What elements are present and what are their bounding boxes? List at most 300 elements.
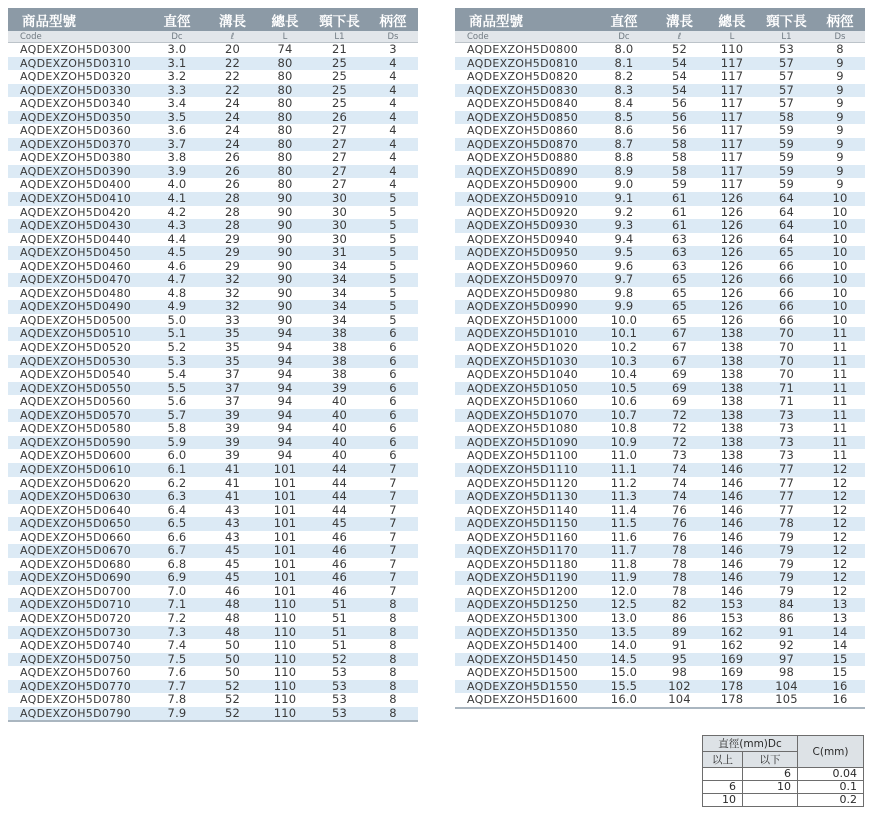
table-row bbox=[8, 585, 418, 599]
diameter-dc: 7.5 bbox=[148, 653, 206, 667]
overall-length: 80 bbox=[259, 165, 311, 179]
product-code: AQDEXZOH5D1170 bbox=[455, 544, 595, 558]
diameter-dc: 11.2 bbox=[610, 476, 638, 490]
table-row bbox=[8, 436, 418, 450]
overall-length: 146 bbox=[720, 503, 744, 517]
table-row bbox=[455, 165, 865, 179]
flute-length: 37 bbox=[224, 395, 241, 409]
diameter-dc: 5.3 bbox=[148, 355, 206, 369]
product-code: AQDEXZOH5D0580 bbox=[20, 422, 132, 436]
shank-diameter: 5 bbox=[389, 232, 397, 246]
overall-length: 110 bbox=[259, 680, 311, 694]
symbol-row bbox=[455, 31, 865, 43]
diameter-dc: 6.0 bbox=[167, 449, 187, 463]
table-row bbox=[8, 246, 418, 260]
overall-length: 117 bbox=[720, 151, 744, 165]
overall-length: 153 bbox=[706, 598, 758, 612]
shank-diameter: 8 bbox=[836, 42, 844, 56]
shank-diameter: 11 bbox=[832, 341, 848, 355]
table-row bbox=[455, 531, 865, 545]
neck-length: 86 bbox=[778, 611, 795, 625]
table-row bbox=[455, 653, 865, 667]
shank-diameter: 4 bbox=[389, 97, 397, 111]
shank-diameter: 14 bbox=[832, 639, 848, 653]
neck-length: 27 bbox=[311, 138, 368, 152]
overall-length: 146 bbox=[720, 530, 744, 544]
product-code: AQDEXZOH5D0340 bbox=[20, 97, 132, 111]
overall-length: 94 bbox=[259, 382, 311, 396]
flute-length: 65 bbox=[671, 313, 688, 327]
table-row bbox=[455, 219, 865, 233]
shank-diameter: 8 bbox=[368, 626, 418, 640]
product-code: AQDEXZOH5D0830 bbox=[455, 84, 595, 98]
flute-length: 72 bbox=[671, 422, 688, 436]
neck-length: 70 bbox=[758, 327, 815, 341]
col-header-shank-diameter: 柄徑 bbox=[368, 8, 418, 31]
product-code: AQDEXZOH5D1060 bbox=[467, 395, 579, 409]
table-row bbox=[455, 300, 865, 314]
table-row bbox=[8, 666, 418, 680]
neck-length: 34 bbox=[311, 273, 368, 287]
flute-length: 67 bbox=[653, 355, 706, 369]
spec-table-left bbox=[8, 8, 418, 722]
overall-length: 138 bbox=[706, 355, 758, 369]
product-code: AQDEXZOH5D0760 bbox=[20, 666, 132, 680]
flute-length: 52 bbox=[671, 42, 688, 56]
diameter-dc: 5.2 bbox=[167, 341, 187, 355]
product-code: AQDEXZOH5D1300 bbox=[467, 611, 579, 625]
flute-length: 52 bbox=[224, 693, 241, 707]
diameter-dc: 5.0 bbox=[167, 313, 187, 327]
diameter-dc: 9.9 bbox=[595, 300, 653, 314]
product-code: AQDEXZOH5D0700 bbox=[20, 584, 132, 598]
tolerance-c: 0.04 bbox=[798, 768, 864, 781]
flute-length: 33 bbox=[224, 313, 241, 327]
shank-diameter: 11 bbox=[815, 355, 865, 369]
overall-length: 126 bbox=[720, 286, 744, 300]
flute-length: 26 bbox=[224, 151, 241, 165]
tolerance-min: 6 bbox=[703, 781, 743, 794]
header-row bbox=[455, 8, 865, 31]
neck-length: 58 bbox=[758, 111, 815, 125]
overall-length: 146 bbox=[720, 584, 744, 598]
flute-length: 54 bbox=[653, 84, 706, 98]
diameter-dc: 9.0 bbox=[614, 178, 634, 192]
overall-length: 117 bbox=[720, 124, 744, 138]
diameter-dc: 8.3 bbox=[595, 84, 653, 98]
diameter-dc: 10.4 bbox=[610, 368, 638, 382]
table-row bbox=[455, 124, 865, 138]
neck-length: 44 bbox=[331, 476, 348, 490]
col-header-neck-length: 頸下長 bbox=[311, 8, 368, 31]
overall-length: 80 bbox=[259, 57, 311, 71]
diameter-dc: 5.8 bbox=[167, 422, 187, 436]
product-code: AQDEXZOH5D0480 bbox=[20, 286, 132, 300]
neck-length: 40 bbox=[331, 422, 348, 436]
overall-length: 178 bbox=[706, 693, 758, 708]
table-row bbox=[455, 490, 865, 504]
col-header-code: 商品型號 bbox=[455, 8, 595, 31]
product-code: AQDEXZOH5D0490 bbox=[8, 300, 148, 314]
diameter-dc: 8.1 bbox=[595, 57, 653, 71]
shank-diameter: 15 bbox=[832, 666, 848, 680]
shank-diameter: 5 bbox=[389, 205, 397, 219]
product-code: AQDEXZOH5D0720 bbox=[20, 611, 132, 625]
flute-length: 28 bbox=[206, 192, 259, 206]
flute-length: 26 bbox=[224, 178, 241, 192]
neck-length: 66 bbox=[778, 259, 795, 273]
shank-diameter: 6 bbox=[368, 327, 418, 341]
table-row bbox=[8, 626, 418, 640]
neck-length: 79 bbox=[758, 544, 815, 558]
overall-length: 101 bbox=[273, 557, 297, 571]
diameter-dc: 4.7 bbox=[148, 273, 206, 287]
flute-length: 86 bbox=[671, 611, 688, 625]
product-code: AQDEXZOH5D0370 bbox=[8, 138, 148, 152]
diameter-dc: 6.8 bbox=[167, 557, 187, 571]
diameter-dc: 6.5 bbox=[148, 517, 206, 531]
product-code: AQDEXZOH5D0960 bbox=[467, 259, 579, 273]
table-row bbox=[8, 260, 418, 274]
neck-length: 64 bbox=[778, 232, 795, 246]
shank-diameter: 8 bbox=[389, 693, 397, 707]
neck-length: 53 bbox=[778, 42, 795, 56]
overall-length: 138 bbox=[706, 327, 758, 341]
overall-length: 126 bbox=[720, 232, 744, 246]
shank-diameter: 11 bbox=[832, 368, 848, 382]
shank-diameter: 16 bbox=[815, 693, 865, 708]
neck-length: 73 bbox=[758, 436, 815, 450]
neck-length: 46 bbox=[331, 530, 348, 544]
flute-length: 22 bbox=[224, 70, 241, 84]
product-code: AQDEXZOH5D1090 bbox=[455, 436, 595, 450]
tolerance-max: 10 bbox=[743, 781, 798, 794]
table-row bbox=[8, 477, 418, 491]
diameter-dc: 10.5 bbox=[595, 382, 653, 396]
flute-length: 78 bbox=[653, 544, 706, 558]
flute-length: 74 bbox=[653, 463, 706, 477]
product-code: AQDEXZOH5D1500 bbox=[467, 666, 579, 680]
overall-length: 94 bbox=[277, 341, 293, 355]
diameter-dc: 8.4 bbox=[614, 97, 634, 111]
shank-diameter: 12 bbox=[832, 557, 848, 571]
overall-length: 90 bbox=[277, 205, 293, 219]
neck-length: 53 bbox=[311, 707, 368, 722]
diameter-dc: 11.5 bbox=[595, 517, 653, 531]
neck-length: 38 bbox=[311, 355, 368, 369]
flute-length: 24 bbox=[206, 138, 259, 152]
shank-diameter: 5 bbox=[368, 219, 418, 233]
col-symbol-l1: L1 bbox=[311, 31, 368, 43]
flute-length: 58 bbox=[653, 138, 706, 152]
flute-length: 104 bbox=[653, 693, 706, 708]
neck-length: 64 bbox=[758, 192, 815, 206]
col-header-overall-length: 總長 bbox=[706, 8, 758, 31]
col-header-diameter: 直徑 bbox=[148, 8, 206, 31]
table-row bbox=[8, 219, 418, 233]
neck-length: 57 bbox=[778, 70, 795, 84]
col-symbol-code: Code bbox=[8, 31, 148, 43]
shank-diameter: 8 bbox=[368, 680, 418, 694]
diameter-dc: 10.9 bbox=[595, 436, 653, 450]
product-code: AQDEXZOH5D1120 bbox=[467, 476, 579, 490]
shank-diameter: 10 bbox=[832, 232, 848, 246]
product-code: AQDEXZOH5D0640 bbox=[20, 503, 132, 517]
product-code: AQDEXZOH5D0870 bbox=[455, 138, 595, 152]
table-row bbox=[455, 178, 865, 192]
flute-length: 45 bbox=[206, 544, 259, 558]
overall-length: 80 bbox=[277, 124, 293, 138]
flute-length: 58 bbox=[671, 151, 688, 165]
diameter-dc: 9.2 bbox=[614, 205, 634, 219]
table-row bbox=[455, 422, 865, 436]
diameter-dc: 10.0 bbox=[610, 313, 638, 327]
flute-length: 95 bbox=[653, 653, 706, 667]
col-header-diameter: 直徑 bbox=[595, 8, 653, 31]
diameter-dc: 6.1 bbox=[148, 463, 206, 477]
table-row bbox=[455, 355, 865, 369]
neck-length: 34 bbox=[331, 313, 348, 327]
product-code: AQDEXZOH5D0970 bbox=[455, 273, 595, 287]
col-header-code: 商品型號 bbox=[8, 8, 148, 31]
tolerance-table bbox=[702, 735, 864, 807]
shank-diameter: 5 bbox=[368, 246, 418, 260]
shank-diameter: 8 bbox=[389, 611, 397, 625]
col-symbol-l1: L1 bbox=[758, 31, 815, 43]
overall-length: 178 bbox=[706, 680, 758, 694]
neck-length: 73 bbox=[758, 409, 815, 423]
diameter-dc: 9.1 bbox=[595, 192, 653, 206]
overall-length: 117 bbox=[706, 111, 758, 125]
flute-length: 50 bbox=[224, 639, 241, 653]
diameter-dc: 3.1 bbox=[148, 57, 206, 71]
table-body bbox=[455, 43, 865, 708]
shank-diameter: 7 bbox=[368, 517, 418, 531]
shank-diameter: 5 bbox=[389, 286, 397, 300]
flute-length: 37 bbox=[224, 368, 241, 382]
overall-length: 80 bbox=[277, 151, 293, 165]
flute-length: 29 bbox=[224, 259, 241, 273]
flute-length: 28 bbox=[206, 219, 259, 233]
neck-length: 59 bbox=[778, 178, 795, 192]
neck-length: 27 bbox=[331, 124, 348, 138]
overall-length: 138 bbox=[720, 422, 744, 436]
flute-length: 52 bbox=[206, 707, 259, 722]
shank-diameter: 4 bbox=[368, 111, 418, 125]
shank-diameter: 5 bbox=[389, 259, 397, 273]
shank-diameter: 14 bbox=[815, 626, 865, 640]
flute-length: 76 bbox=[653, 517, 706, 531]
overall-length: 162 bbox=[720, 639, 744, 653]
flute-length: 65 bbox=[653, 300, 706, 314]
product-code: AQDEXZOH5D0390 bbox=[8, 165, 148, 179]
product-code: AQDEXZOH5D0790 bbox=[8, 707, 148, 722]
flute-length: 45 bbox=[206, 571, 259, 585]
flute-length: 39 bbox=[224, 422, 241, 436]
product-code: AQDEXZOH5D0860 bbox=[467, 124, 579, 138]
table-row bbox=[455, 111, 865, 125]
flute-length: 29 bbox=[206, 246, 259, 260]
shank-diameter: 10 bbox=[815, 273, 865, 287]
overall-length: 90 bbox=[259, 273, 311, 287]
neck-length: 30 bbox=[331, 205, 348, 219]
table-row bbox=[8, 449, 418, 463]
tolerance-c-header: C(mm) bbox=[798, 736, 864, 768]
table-row bbox=[455, 449, 865, 463]
neck-length: 31 bbox=[311, 246, 368, 260]
diameter-dc: 7.2 bbox=[167, 611, 187, 625]
product-code: AQDEXZOH5D0610 bbox=[8, 463, 148, 477]
neck-length: 73 bbox=[778, 449, 795, 463]
table-row bbox=[8, 707, 418, 722]
neck-length: 21 bbox=[331, 42, 348, 56]
neck-length: 53 bbox=[331, 693, 348, 707]
flute-length: 74 bbox=[671, 476, 688, 490]
table-row bbox=[455, 612, 865, 626]
diameter-dc: 4.4 bbox=[167, 232, 187, 246]
overall-length: 138 bbox=[720, 368, 744, 382]
overall-length: 110 bbox=[720, 42, 744, 56]
shank-diameter: 12 bbox=[815, 544, 865, 558]
neck-length: 70 bbox=[778, 341, 795, 355]
overall-length: 110 bbox=[273, 666, 297, 680]
diameter-dc: 11.0 bbox=[610, 449, 638, 463]
flute-length: 89 bbox=[653, 626, 706, 640]
product-code: AQDEXZOH5D1020 bbox=[467, 341, 579, 355]
neck-length: 79 bbox=[778, 557, 795, 571]
diameter-dc: 3.4 bbox=[167, 97, 187, 111]
overall-length: 90 bbox=[277, 259, 293, 273]
overall-length: 101 bbox=[259, 463, 311, 477]
overall-length: 138 bbox=[720, 341, 744, 355]
table-row bbox=[8, 206, 418, 220]
shank-diameter: 6 bbox=[368, 382, 418, 396]
neck-length: 38 bbox=[331, 341, 348, 355]
flute-length: 39 bbox=[206, 436, 259, 450]
table-row bbox=[455, 598, 865, 612]
flute-length: 43 bbox=[224, 530, 241, 544]
shank-diameter: 7 bbox=[389, 530, 397, 544]
flute-length: 41 bbox=[206, 490, 259, 504]
diameter-dc: 11.7 bbox=[595, 544, 653, 558]
overall-length: 94 bbox=[259, 409, 311, 423]
diameter-dc: 11.6 bbox=[610, 530, 638, 544]
diameter-dc: 5.1 bbox=[148, 327, 206, 341]
table-row bbox=[8, 341, 418, 355]
diameter-dc: 3.9 bbox=[148, 165, 206, 179]
overall-length: 94 bbox=[259, 355, 311, 369]
product-code: AQDEXZOH5D0650 bbox=[8, 517, 148, 531]
overall-length: 80 bbox=[277, 70, 293, 84]
col-symbol-dc: Dc bbox=[595, 31, 653, 43]
table-row bbox=[8, 382, 418, 396]
table-row bbox=[8, 43, 418, 57]
neck-length: 46 bbox=[331, 584, 348, 598]
overall-length: 138 bbox=[720, 449, 744, 463]
overall-length: 90 bbox=[259, 219, 311, 233]
shank-diameter: 5 bbox=[368, 192, 418, 206]
tolerance-dc-header: 直徑(mm)Dc bbox=[703, 736, 798, 752]
diameter-dc: 8.7 bbox=[595, 138, 653, 152]
diameter-dc: 3.8 bbox=[167, 151, 187, 165]
diameter-dc: 6.2 bbox=[167, 476, 187, 490]
shank-diameter: 9 bbox=[836, 151, 844, 165]
flute-length: 72 bbox=[653, 409, 706, 423]
neck-length: 44 bbox=[311, 490, 368, 504]
overall-length: 146 bbox=[720, 476, 744, 490]
product-code: AQDEXZOH5D1040 bbox=[467, 368, 579, 382]
flute-length: 37 bbox=[206, 382, 259, 396]
product-code: AQDEXZOH5D0670 bbox=[8, 544, 148, 558]
tolerance-min: 10 bbox=[703, 794, 743, 807]
diameter-dc: 7.0 bbox=[167, 584, 187, 598]
neck-length: 97 bbox=[758, 653, 815, 667]
overall-length: 101 bbox=[259, 490, 311, 504]
table-row bbox=[8, 544, 418, 558]
shank-diameter: 8 bbox=[389, 639, 397, 653]
flute-length: 65 bbox=[671, 286, 688, 300]
diameter-dc: 8.5 bbox=[595, 111, 653, 125]
product-code: AQDEXZOH5D0880 bbox=[467, 151, 579, 165]
diameter-dc: 11.1 bbox=[595, 463, 653, 477]
diameter-dc: 9.4 bbox=[614, 232, 634, 246]
neck-length: 44 bbox=[311, 463, 368, 477]
overall-length: 74 bbox=[277, 42, 293, 56]
neck-length: 34 bbox=[311, 300, 368, 314]
neck-length: 46 bbox=[331, 557, 348, 571]
col-symbol-l: ℓ bbox=[653, 31, 706, 43]
overall-length: 169 bbox=[706, 653, 758, 667]
diameter-dc: 11.9 bbox=[595, 571, 653, 585]
neck-length: 53 bbox=[331, 666, 348, 680]
table-row bbox=[8, 327, 418, 341]
product-code: AQDEXZOH5D1030 bbox=[455, 355, 595, 369]
diameter-dc: 8.0 bbox=[614, 42, 634, 56]
product-code: AQDEXZOH5D0920 bbox=[467, 205, 579, 219]
table-row bbox=[455, 436, 865, 450]
product-code: AQDEXZOH5D0450 bbox=[8, 246, 148, 260]
neck-length: 46 bbox=[311, 571, 368, 585]
diameter-dc: 11.4 bbox=[610, 503, 638, 517]
shank-diameter: 7 bbox=[368, 571, 418, 585]
overall-length: 110 bbox=[259, 707, 311, 722]
shank-diameter: 3 bbox=[389, 42, 397, 56]
overall-length: 138 bbox=[720, 395, 744, 409]
diameter-dc: 3.0 bbox=[167, 42, 187, 56]
product-code: AQDEXZOH5D1180 bbox=[467, 557, 579, 571]
shank-diameter: 11 bbox=[832, 395, 848, 409]
neck-length: 59 bbox=[758, 138, 815, 152]
neck-length: 59 bbox=[758, 165, 815, 179]
tolerance-row bbox=[703, 768, 864, 781]
neck-length: 79 bbox=[778, 584, 795, 598]
product-code: AQDEXZOH5D0780 bbox=[20, 693, 132, 707]
product-code: AQDEXZOH5D0530 bbox=[8, 355, 148, 369]
shank-diameter: 10 bbox=[815, 246, 865, 260]
diameter-dc: 12.0 bbox=[610, 584, 638, 598]
flute-length: 59 bbox=[671, 178, 688, 192]
shank-diameter: 12 bbox=[815, 571, 865, 585]
table-row bbox=[8, 287, 418, 301]
shank-diameter: 10 bbox=[832, 313, 848, 327]
shank-diameter: 12 bbox=[832, 503, 848, 517]
diameter-dc: 10.6 bbox=[610, 395, 638, 409]
product-code: AQDEXZOH5D0990 bbox=[455, 300, 595, 314]
table-row bbox=[8, 138, 418, 152]
neck-length: 71 bbox=[758, 382, 815, 396]
overall-length: 169 bbox=[720, 666, 744, 680]
product-code: AQDEXZOH5D0430 bbox=[8, 219, 148, 233]
